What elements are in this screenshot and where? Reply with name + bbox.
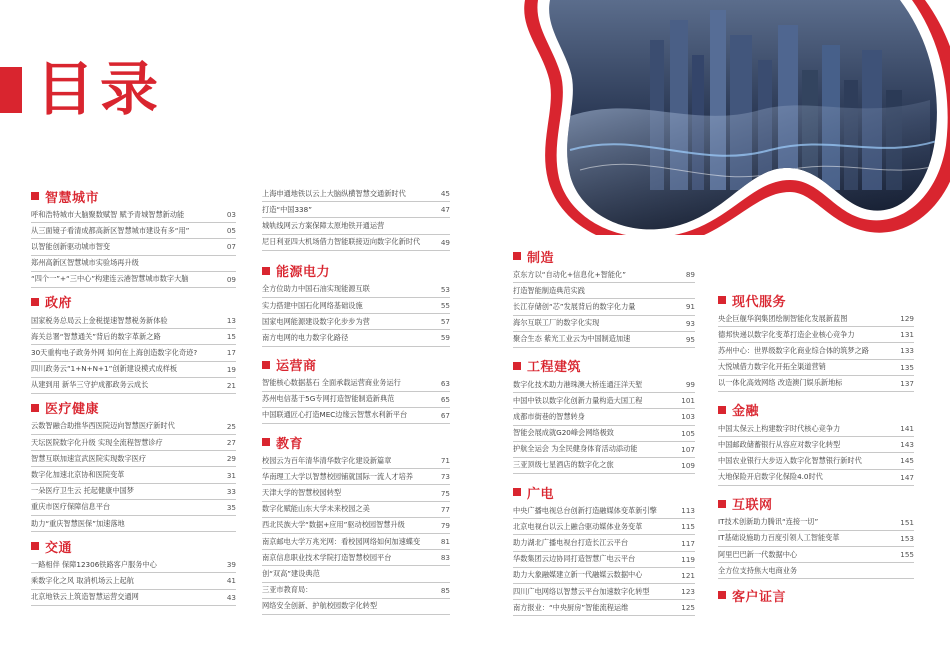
toc-entry[interactable]	[31, 516, 236, 532]
toc-entry-page-number: 131	[900, 330, 914, 340]
toc-entry-page-number: 13	[226, 316, 236, 326]
section-education	[262, 432, 450, 615]
toc-entry[interactable]	[718, 563, 914, 579]
section-title: 能源电力	[276, 265, 331, 281]
toc-entry-title: 从三面镜子看清成都高新区智慧城市建设有多“用”	[31, 225, 190, 235]
toc-entry-title: 一路相伴 保障12306铁路客户服务中心	[31, 559, 157, 569]
toc-entry[interactable]	[262, 599, 450, 615]
toc-entry[interactable]	[513, 267, 695, 283]
toc-entry-title: 南京信息职业技术学院打造智慧校园平台	[262, 552, 392, 562]
toc-entry[interactable]	[513, 552, 695, 568]
entry-list	[262, 282, 450, 347]
section-government	[31, 292, 236, 394]
section-title: 医疗健康	[45, 402, 100, 418]
toc-entry[interactable]	[262, 392, 450, 408]
toc-entry[interactable]	[262, 502, 450, 518]
toc-entry-page-number: 109	[681, 460, 695, 470]
toc-entry[interactable]	[262, 408, 450, 424]
toc-entry-page-number: 83	[440, 553, 450, 563]
toc-entry-title: 实力搭建中国石化网络基础设施	[262, 300, 363, 310]
section-marker	[262, 438, 270, 446]
toc-entry-title: 智能核心数据基石 全面承载运营商业务运行	[262, 378, 401, 388]
toc-entry-title: 智能会展成就G20峰会网络极致	[513, 428, 614, 438]
toc-entry[interactable]	[262, 314, 450, 330]
toc-entry-page-number: 53	[440, 284, 450, 294]
toc-entry-title: 阿里巴巴新一代数据中心	[718, 549, 798, 559]
toc-entry[interactable]	[31, 484, 236, 500]
toc-entry-page-number: 81	[440, 537, 450, 547]
toc-entry-title: 国家电网能源建设数字化步步为营	[262, 316, 370, 326]
toc-entry[interactable]	[513, 316, 695, 332]
section-title: 互联网	[732, 498, 773, 514]
toc-column-1	[31, 186, 236, 610]
toc-entry-page-number: 73	[440, 472, 450, 482]
toc-entry-title: 助力湖北广播电视台打造长江云平台	[513, 538, 629, 548]
toc-entry-page-number: 155	[900, 550, 914, 560]
section-marker	[31, 542, 39, 550]
toc-entry[interactable]	[31, 362, 236, 378]
section-marker	[31, 192, 39, 200]
toc-entry[interactable]	[31, 451, 236, 467]
toc-entry-page-number: 39	[226, 560, 236, 570]
toc-entry-page-number: 31	[226, 470, 236, 480]
toc-entry-page-number: 125	[681, 603, 695, 613]
toc-entry[interactable]	[262, 550, 450, 566]
entry-list	[262, 453, 450, 615]
toc-entry-page-number: 75	[440, 488, 450, 498]
entry-list	[31, 313, 236, 394]
toc-entry[interactable]	[262, 235, 450, 251]
toc-entry-title: 全方位助力中国石油实现能源互联	[262, 284, 370, 294]
toc-entry-page-number: 101	[681, 396, 695, 406]
entry-list	[513, 267, 695, 348]
section-marker	[513, 252, 521, 260]
section-marker	[718, 500, 726, 508]
toc-entry-title: 中央广播电视总台创新打造融媒体变革新引擎	[513, 505, 657, 515]
toc-entry[interactable]	[513, 584, 695, 600]
toc-entry[interactable]	[31, 378, 236, 394]
toc-entry[interactable]	[262, 298, 450, 314]
toc-entry-title: 中国中铁以数字化创新力量构造大国工程	[513, 395, 643, 405]
toc-entry-title: 华数集团云边协同打造智慧广电云平台	[513, 554, 636, 564]
toc-entry[interactable]	[513, 503, 695, 519]
toc-entry[interactable]	[513, 600, 695, 616]
toc-entry-page-number: 43	[226, 592, 236, 602]
toc-entry[interactable]	[31, 239, 236, 255]
section-title: 现代服务	[732, 294, 787, 310]
toc-entry-title: 数字化赋能山东大学未来校园之美	[262, 504, 370, 514]
toc-entry-page-number: 153	[900, 533, 914, 543]
toc-entry-title: 呼和浩特城市大脑聚数赋智 赋予青城智慧新动能	[31, 209, 185, 219]
toc-entry-title: 从建到用 新华三守护成都政务云成长	[31, 380, 149, 390]
toc-entry-title: 海关总署“智慧通关”背后的数字革新之路	[31, 331, 161, 341]
toc-entry-title: 护航全运会 为全民健身体育活动添动能	[513, 444, 638, 454]
toc-entry-title: 中国农业银行大步迈入数字化智慧银行新时代	[718, 455, 862, 465]
toc-entry-title: 创“双高”建设典范	[262, 568, 320, 578]
toc-entry-page-number: 143	[900, 440, 914, 450]
toc-entry-page-number: 57	[440, 317, 450, 327]
toc-entry[interactable]	[513, 458, 695, 474]
toc-entry-page-number: 15	[226, 332, 236, 342]
toc-entry[interactable]	[718, 421, 914, 437]
toc-entry-title: 校园云为百年清华清华数字化建设新篇章	[262, 455, 392, 465]
toc-entry[interactable]	[513, 519, 695, 535]
toc-entry-title: 大悦城借力数字化开拓全渠道营销	[718, 362, 826, 372]
toc-entry[interactable]	[262, 202, 450, 218]
toc-entry-title: 三亚市教育局：	[262, 585, 313, 595]
toc-entry-page-number: 49	[440, 237, 450, 247]
toc-entry-title: 30天重构电子政务外网 如何在上海创造数字化奇迹?	[31, 347, 198, 357]
section-testimonials	[718, 585, 914, 605]
toc-entry[interactable]	[31, 223, 236, 239]
toc-entry-title: 城轨线网云方案保障太原地铁开通运营	[262, 220, 385, 230]
toc-entry-title: 重庆市医疗保障信息平台	[31, 502, 111, 512]
entry-list	[718, 515, 914, 580]
toc-entry[interactable]	[262, 469, 450, 485]
toc-entry-title: 打造智能制造典范实践	[513, 285, 585, 295]
toc-entry-page-number: 35	[226, 502, 236, 512]
toc-entry-title: 数字化加速北京协和医院变革	[31, 470, 125, 480]
toc-entry-page-number: 21	[226, 380, 236, 390]
section-title: 广电	[527, 486, 555, 502]
toc-entry[interactable]	[262, 534, 450, 550]
title-accent-bar	[0, 67, 22, 113]
toc-entry-page-number: 137	[900, 378, 914, 388]
toc-entry-page-number: 151	[900, 517, 914, 527]
toc-entry-page-number: 29	[226, 454, 236, 464]
toc-entry-title: 南方电网的电力数字化路径	[262, 332, 349, 342]
section-modern-services	[718, 290, 914, 392]
entry-list	[513, 503, 695, 616]
toc-entry[interactable]	[513, 535, 695, 551]
toc-entry-page-number: 85	[440, 585, 450, 595]
section-operators	[262, 355, 450, 425]
toc-entry-page-number: 117	[681, 538, 695, 548]
section-manufacturing	[513, 246, 695, 348]
section-internet	[718, 494, 914, 580]
toc-entry-title: 长江存储创“芯”发展背后的数字化力量	[513, 301, 636, 311]
toc-entry-title: 南方报业：“中央厨房”智能流程运维	[513, 602, 629, 612]
toc-entry-title: 中国太保云上构建数字时代核心竞争力	[718, 423, 841, 433]
toc-entry[interactable]	[31, 419, 236, 435]
toc-entry-title: 北京地铁云上筑造智慧运营交通网	[31, 592, 139, 602]
toc-entry-title: 德邦快递以数字化变革打造企业核心竞争力	[718, 329, 855, 339]
entry-list	[718, 311, 914, 392]
toc-entry[interactable]	[262, 485, 450, 501]
toc-entry-page-number: 123	[681, 587, 695, 597]
section-healthcare	[31, 398, 236, 532]
toc-entry[interactable]	[31, 573, 236, 589]
toc-entry[interactable]	[513, 377, 695, 393]
toc-entry[interactable]	[718, 376, 914, 392]
entry-list	[262, 376, 450, 425]
toc-entry-title: 西北民族大学“数据+应用”驱动校园智慧升级	[262, 520, 405, 530]
toc-entry-title: 乘数字化之风 取消机场云上起航	[31, 575, 134, 585]
entry-list	[31, 419, 236, 532]
toc-entry-title: 上海申通地铁以云上大脑纵横智慧交通新时代	[262, 188, 406, 198]
toc-entry-page-number: 113	[681, 506, 695, 516]
toc-entry[interactable]	[513, 568, 695, 584]
toc-entry-title: 中国联通匠心打造MEC边缘云智慧水利新平台	[262, 410, 408, 420]
toc-entry[interactable]	[513, 442, 695, 458]
toc-entry[interactable]	[262, 218, 450, 234]
section-title: 客户证言	[732, 589, 787, 605]
section-marker	[513, 488, 521, 496]
toc-entry-page-number: 71	[440, 456, 450, 466]
toc-entry-page-number: 103	[681, 412, 695, 422]
toc-entry-title: 一朵医疗卫生云 托起健康中国梦	[31, 486, 134, 496]
toc-entry-page-number: 79	[440, 520, 450, 530]
toc-entry-title: 以一体化高效网络 改造澳门娱乐新地标	[718, 378, 843, 388]
toc-entry-page-number: 121	[681, 570, 695, 580]
section-title: 工程建筑	[527, 360, 582, 376]
toc-entry[interactable]	[31, 467, 236, 483]
section-marker	[718, 406, 726, 414]
toc-entry-page-number: 119	[681, 554, 695, 564]
toc-entry[interactable]	[513, 393, 695, 409]
section-smart-city	[31, 186, 236, 288]
toc-entry[interactable]	[718, 327, 914, 343]
toc-entry-page-number: 91	[685, 302, 695, 312]
section-energy	[262, 261, 450, 347]
toc-entry[interactable]	[262, 518, 450, 534]
toc-entry-title: 中国邮政储蓄银行从容应对数字化转型	[718, 439, 841, 449]
toc-entry[interactable]	[31, 256, 236, 272]
toc-entry-page-number: 47	[440, 205, 450, 215]
section-broadcast	[513, 482, 695, 616]
toc-column-4	[718, 290, 914, 609]
toc-entry[interactable]	[718, 343, 914, 359]
toc-entry-page-number: 03	[226, 210, 236, 220]
toc-column-3	[513, 246, 695, 620]
toc-entry-title: 郑州高新区智慧城市实验场再升级	[31, 258, 139, 268]
entry-list	[262, 186, 450, 251]
toc-entry[interactable]	[262, 566, 450, 582]
toc-entry-title: “四个一”+“三中心”构建连云港智慧城市数字大脑	[31, 274, 189, 284]
toc-entry-page-number: 107	[681, 444, 695, 454]
toc-entry-page-number: 63	[440, 378, 450, 388]
toc-entry[interactable]	[31, 557, 236, 573]
toc-entry[interactable]	[31, 345, 236, 361]
toc-entry-page-number: 99	[685, 380, 695, 390]
page-title: 目录	[36, 55, 165, 123]
toc-entry-title: 助力“重庆智慧医保”加速落地	[31, 518, 125, 528]
toc-entry-title: 打造“中国338”	[262, 204, 312, 214]
toc-entry-page-number: 05	[226, 226, 236, 236]
toc-entry-title: 南京邮电大学万兆光网：看校园网络如何加速蝶变	[262, 536, 421, 546]
toc-entry-title: 苏州中心：世界级数字化商业综合体的筑梦之路	[718, 345, 869, 355]
section-transport-continued	[262, 186, 450, 251]
toc-entry-page-number: 33	[226, 486, 236, 496]
toc-entry-title: 尼日利亚四大机场借力智能联接迈向数字化新时代	[262, 237, 421, 247]
section-title: 智慧城市	[45, 190, 100, 206]
toc-entry-title: 四川广电网络以智慧云平台加速数字化转型	[513, 586, 650, 596]
toc-entry-title: 成都市街巷的智慧转身	[513, 411, 585, 421]
toc-entry[interactable]	[718, 470, 914, 486]
toc-entry[interactable]	[718, 547, 914, 563]
toc-entry-page-number: 89	[685, 270, 695, 280]
toc-entry[interactable]	[31, 435, 236, 451]
section-marker	[718, 591, 726, 599]
toc-entry-page-number: 129	[900, 314, 914, 324]
toc-entry[interactable]	[31, 272, 236, 288]
section-marker	[31, 404, 39, 412]
toc-entry[interactable]	[262, 453, 450, 469]
toc-entry-title: 四川政务云“1+N+N+1”创新建设模式成样板	[31, 364, 178, 374]
hero-cityscape-image	[430, 0, 950, 235]
section-engineering	[513, 356, 695, 474]
toc-entry-title: 网络安全创新、护航校园数字化转型	[262, 601, 378, 611]
toc-entry-title: 数字化技术助力港珠澳大桥连通汪洋天堑	[513, 379, 643, 389]
toc-entry-title: 天坛医院数字化升级 实现全流程智慧诊疗	[31, 437, 163, 447]
toc-entry-title: 全方位支持焦大电商业务	[718, 565, 798, 575]
toc-entry-page-number: 105	[681, 428, 695, 438]
toc-entry-title: 国家税务总局云上金税提速智慧税务新体验	[31, 315, 168, 325]
toc-entry[interactable]	[262, 583, 450, 599]
toc-entry-page-number: 17	[226, 348, 236, 358]
entry-list	[513, 377, 695, 474]
toc-entry-page-number: 59	[440, 333, 450, 343]
toc-entry-page-number: 07	[226, 242, 236, 252]
toc-entry-page-number: 19	[226, 364, 236, 374]
toc-entry[interactable]	[718, 311, 914, 327]
section-title: 制造	[527, 250, 555, 266]
section-transport	[31, 536, 236, 606]
toc-entry-page-number: 145	[900, 456, 914, 466]
toc-entry-title: IT基础设施助力百度引领人工智能变革	[718, 533, 840, 543]
toc-entry-page-number: 93	[685, 318, 695, 328]
toc-entry[interactable]	[718, 453, 914, 469]
toc-entry-page-number: 41	[226, 576, 236, 586]
toc-entry[interactable]	[513, 409, 695, 425]
entry-list	[718, 421, 914, 486]
toc-entry-title: 三亚顶级七星酒店的数字化之旅	[513, 460, 614, 470]
section-title: 运营商	[276, 359, 317, 374]
toc-entry-title: 苏州电信基于5G专网打造智能制造新典范	[262, 394, 395, 404]
toc-entry-title: 云数智融合助推华西医院迈向智慧医疗新时代	[31, 421, 175, 431]
toc-entry-page-number: 27	[226, 438, 236, 448]
section-title: 教育	[276, 436, 304, 452]
toc-entry-page-number: 45	[440, 189, 450, 199]
toc-entry[interactable]	[718, 531, 914, 547]
entry-list	[31, 207, 236, 288]
entry-list	[31, 557, 236, 606]
section-marker	[513, 362, 521, 370]
toc-entry-page-number: 09	[226, 274, 236, 284]
toc-entry-page-number: 67	[440, 410, 450, 420]
section-marker	[31, 298, 39, 306]
toc-entry-page-number: 77	[440, 504, 450, 514]
toc-entry-title: 以智能创新驱动城市智变	[31, 241, 111, 251]
toc-entry-title: 央企巨舰华润集团绘制智能化发展新蓝图	[718, 313, 848, 323]
toc-entry[interactable]	[31, 590, 236, 606]
section-title: 政府	[45, 296, 73, 312]
toc-entry-title: 大地保险开启数字化保险4.0时代	[718, 472, 823, 482]
section-marker	[262, 361, 270, 369]
toc-entry-title: 助力大象融媒建立新一代融媒云数据中心	[513, 570, 643, 580]
toc-entry-title: 华南理工大学以智慧校园铺就国际一流人才培养	[262, 471, 413, 481]
toc-entry-page-number: 55	[440, 301, 450, 311]
section-finance	[718, 400, 914, 486]
toc-entry-title: 京东方以“自动化+信息化+智能化”	[513, 269, 626, 279]
section-marker	[718, 296, 726, 304]
toc-entry[interactable]	[513, 283, 695, 299]
section-title: 金融	[732, 404, 760, 420]
toc-entry[interactable]	[513, 332, 695, 348]
toc-entry[interactable]	[31, 207, 236, 223]
toc-entry-title: 北京电视台以云上融合驱动媒体业务变革	[513, 521, 643, 531]
section-title: 交通	[45, 540, 73, 556]
section-marker	[262, 267, 270, 275]
toc-column-2	[262, 186, 450, 619]
toc-entry[interactable]	[262, 282, 450, 298]
toc-entry-page-number: 133	[900, 346, 914, 356]
toc-entry-page-number: 115	[681, 522, 695, 532]
toc-entry[interactable]	[513, 299, 695, 315]
toc-entry-page-number: 95	[685, 334, 695, 344]
toc-entry[interactable]	[513, 426, 695, 442]
toc-entry[interactable]	[718, 360, 914, 376]
toc-entry[interactable]	[718, 437, 914, 453]
toc-entry-title: IT技术创新助力腾讯“连接一切”	[718, 517, 819, 527]
toc-entry-title: 智慧互联加速宣武医院实现数字医疗	[31, 453, 147, 463]
toc-entry[interactable]	[31, 313, 236, 329]
toc-entry-title: 天津大学的智慧校园转型	[262, 488, 342, 498]
toc-entry-title: 聚合生态 紫光工业云为中国制造加速	[513, 334, 631, 344]
toc-entry-page-number: 65	[440, 394, 450, 404]
toc-entry-title: 海尔互联工厂的数字化实现	[513, 318, 600, 328]
toc-entry[interactable]	[262, 186, 450, 202]
toc-entry[interactable]	[262, 376, 450, 392]
toc-entry-page-number: 135	[900, 362, 914, 372]
toc-entry[interactable]	[31, 500, 236, 516]
toc-entry[interactable]	[262, 330, 450, 346]
toc-entry-page-number: 141	[900, 424, 914, 434]
toc-entry[interactable]	[718, 515, 914, 531]
toc-entry-page-number: 25	[226, 421, 236, 431]
toc-entry[interactable]	[31, 329, 236, 345]
toc-entry-page-number: 147	[900, 472, 914, 482]
